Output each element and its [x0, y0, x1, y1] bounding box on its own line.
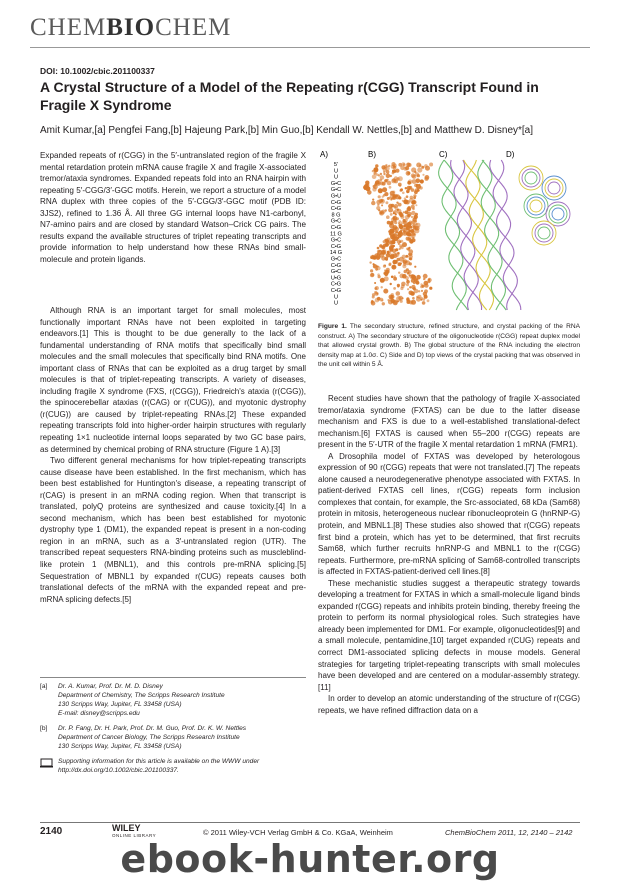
sequence-residue: 5′	[333, 162, 339, 168]
density-blob	[411, 285, 415, 289]
density-blob	[420, 180, 423, 183]
density-blob	[398, 234, 402, 238]
density-blob	[391, 204, 395, 208]
density-blob	[424, 295, 428, 299]
density-blob	[378, 195, 381, 198]
panel-label-c: C)	[439, 150, 448, 159]
density-blob	[406, 268, 409, 271]
crystal-packing-side-view	[439, 160, 521, 310]
author-list: Amit Kumar,[a] Pengfei Fang,[b] Hajeung Park,[b] Min Guo,[b] Kendall W. Nettles,[b] and Matthew D. Disney*[a]	[40, 125, 534, 136]
email-link[interactable]: E-mail: disney@scripps.edu	[58, 709, 140, 717]
density-blob	[400, 240, 403, 243]
density-blob	[373, 263, 375, 265]
density-blob	[397, 258, 400, 261]
density-blob	[378, 275, 381, 278]
density-blob	[416, 178, 421, 183]
density-blob	[410, 291, 414, 295]
density-blob	[405, 215, 410, 220]
density-blob	[409, 239, 413, 243]
paragraph: A Drosophila model of FXTAS was developed by heterologous expression of 90 r(CGG) repeats that were not translated.[7] The repeats alone caused a neurodegenerative phenotype associated with FXTAS. In patient-derived FXTAS cell lines, r(CGG) repeats form inclusion complexes that contain, for example, the Src-associated, 68 kDa (Sam68) protein in mitosis, heterogeneous nuclear ribonucleoprotein G (hnRNP-G) protein, and MBNL1.[8] These studies also showed that r(CGG) repeats first bind a protein, which has yet to be determined, that first recruits Sam68, which further recruits hnRNP-G and MBNL1 to the r(CGG) repeats. Furthermore, pre-mRNA splicing of Sam68-controlled transcripts is affected in FXTAS-patient-derived cell lines.[8]	[318, 451, 580, 577]
body-column-right	[318, 393, 580, 716]
density-blob	[406, 195, 409, 198]
abstract-text: Expanded repeats of r(CGG) in the 5′-untranslated region of the fragile X mental retardation protein mRNA cause fragile X and fragile X-associated tremor/ataxia syndromes. Expanded repeats fold into an RNA hairpin with repeating 5′-CGG/3′-GGC motifs. Herein, we report a structure of a model RNA duplex with three copies of the 5′-CGG/3′-GGC motif (PDB ID: 3JS2), refined to 1.36 Å. All three GG internal loops have N1-carbonyl, N7-amino pairs and are closed by standard Watson–Crick CG pairs. The results expand the available structures of triplet repeating transcripts and provide information to help understand how these RNAs bind small-molecule and protein ligands.	[40, 151, 306, 264]
density-blob	[390, 213, 393, 216]
density-blob	[386, 240, 389, 243]
helix-top-ring	[532, 221, 556, 245]
sequence-residue: G•C	[330, 187, 342, 194]
density-blob	[403, 163, 406, 166]
supporting-info-link[interactable]: http://dx.doi.org/10.1002/cbic.201100337.	[58, 766, 179, 774]
density-blob	[389, 197, 391, 199]
density-blob	[385, 201, 388, 204]
density-blob	[422, 174, 424, 176]
secondary-structure	[330, 162, 342, 307]
density-blob	[401, 285, 405, 289]
density-blob	[406, 280, 410, 284]
density-blob	[412, 200, 416, 204]
density-blob	[384, 165, 388, 169]
density-blob	[396, 195, 398, 197]
affiliation-a: [a] Dr. A. Kumar, Prof. Dr. M. D. Disney Department of Chemistry, The Scripps Research Institute 130 Scripps Way, Jupiter, FL 33458 (USA) E-mail: disney@scripps.edu	[40, 683, 306, 719]
density-blob	[380, 298, 384, 302]
abstract	[40, 150, 306, 265]
density-blob	[391, 276, 394, 279]
density-blob	[405, 187, 407, 189]
sequence-residue: U	[333, 168, 339, 175]
density-blob	[418, 184, 420, 186]
helix-top-ring	[538, 227, 550, 239]
density-blob	[428, 278, 430, 280]
density-blob	[397, 208, 399, 210]
paragraph: Recent studies have shown that the pathology of fragile X-associated tremor/ataxia syndrome (FXTAS) can be due to the latter disease mechanism and FXS is due to a well-established translational-defect mechanism.[6] FXTAS is caused when 55–200 r(CGG) repeats are present in the 5′-UTR of the fragile X mental retardation 1 mRNA (FMR1).	[318, 394, 580, 450]
density-blob	[398, 243, 400, 245]
density-blob	[415, 204, 417, 206]
density-blob	[381, 286, 383, 288]
density-blob	[415, 213, 418, 216]
density-blob	[391, 162, 395, 166]
density-blob	[404, 224, 407, 227]
density-blob	[416, 223, 421, 228]
density-blob	[424, 284, 428, 288]
density-blob	[424, 164, 428, 168]
density-blob	[385, 209, 387, 211]
footnote-rule	[40, 677, 306, 678]
density-blob	[424, 289, 428, 293]
density-blob	[386, 259, 388, 261]
density-blob	[393, 287, 396, 290]
density-blob	[372, 174, 377, 179]
density-blob	[389, 245, 394, 250]
sequence-residue: G•U	[330, 193, 342, 200]
helix-top-ring	[552, 208, 564, 220]
density-blob	[382, 302, 385, 305]
density-blob	[393, 216, 398, 221]
density-blob	[398, 220, 401, 223]
density-blob	[379, 210, 384, 215]
sequence-residue: C•G	[330, 262, 342, 269]
density-blob	[387, 221, 391, 225]
sequence-residue: G•C	[330, 180, 342, 187]
density-blob	[393, 300, 398, 305]
copyright: © 2011 Wiley-VCH Verlag GmbH & Co. KGaA, Weinheim	[203, 828, 393, 837]
density-blob	[399, 225, 404, 230]
density-blob	[419, 164, 422, 167]
density-blob	[429, 163, 433, 167]
density-blob	[395, 248, 398, 251]
density-blob	[429, 287, 432, 290]
density-blob	[377, 247, 380, 250]
supporting-info: Supporting information for this article is available on the WWW under http://dx.doi.org/10.1002/cbic.201100337.	[40, 758, 306, 776]
density-blob	[402, 255, 406, 259]
density-blob	[373, 167, 378, 172]
density-blob	[375, 292, 379, 296]
caption-label: Figure 1.	[318, 323, 347, 330]
density-blob	[398, 272, 400, 274]
density-blob	[401, 221, 404, 224]
sequence-residue: C•G	[330, 225, 342, 231]
sequence-residue: G•C	[330, 237, 342, 244]
citation: ChemBioChem 2011, 12, 2140 – 2142	[445, 828, 573, 837]
density-blob	[395, 213, 397, 215]
density-blob	[375, 164, 378, 167]
density-blob	[427, 299, 430, 302]
density-blob	[383, 289, 388, 294]
density-blob	[386, 173, 391, 178]
density-blob	[415, 220, 417, 222]
density-blob	[402, 192, 405, 195]
crystal-packing-top-view	[519, 166, 570, 245]
helix-top-ring	[542, 176, 566, 200]
density-blob	[382, 187, 387, 192]
density-blob	[374, 287, 377, 290]
density-blob	[369, 261, 371, 263]
density-blob	[406, 226, 410, 230]
sequence-residue: U•G	[330, 275, 342, 282]
density-blob	[381, 250, 386, 255]
watermark: ebook-hunter.org	[120, 837, 500, 881]
density-blob	[384, 269, 386, 271]
density-blob	[383, 265, 386, 268]
density-blob	[422, 301, 426, 305]
density-blob	[408, 163, 412, 167]
density-blob	[389, 233, 391, 235]
density-blob	[409, 286, 411, 288]
paragraph: In order to develop an atomic understanding of the structure of r(CGG) repeats, we have refined diffraction data on a	[318, 694, 580, 715]
density-blob	[380, 179, 382, 181]
electron-density-map	[363, 162, 433, 306]
density-blob	[371, 201, 375, 205]
helix-top-ring	[525, 172, 537, 184]
density-blob	[391, 221, 394, 224]
density-blob	[393, 234, 395, 236]
density-blob	[412, 297, 415, 300]
helix-strand	[466, 160, 490, 310]
density-blob	[402, 264, 406, 268]
density-blob	[412, 231, 416, 235]
paragraph: These mechanistic studies suggest a therapeutic strategy towards developing a treatment for FXTAS in which a small-molecule ligand binds expanded r(CGG) repeats and inhibits protein binding, thereby freeing the protein to perform its normal physiological roles. Such strategies have already been implemented for DM1. For example, oligonucleotides[9] and a small molecule, pentamidine,[10] target expanded r(CUG) repeats and correct DM1-associated splicing defects in mouse models. General strategies for targeting triplet-repeating transcripts with small molecules have been developed and are centered on a modular-assembly strategy.[11]	[318, 578, 580, 692]
sequence-residue: 14 G	[329, 250, 343, 257]
sequence-residue: U	[333, 174, 339, 181]
density-blob	[402, 200, 404, 202]
density-blob	[418, 295, 422, 299]
helix-top-ring	[519, 166, 543, 190]
density-blob	[420, 285, 423, 288]
density-blob	[382, 196, 384, 198]
density-blob	[406, 283, 409, 286]
panel-label-b: B)	[368, 150, 376, 159]
density-blob	[398, 262, 402, 266]
sequence-residue: 11 G	[330, 231, 342, 238]
sequence-residue: G•C	[330, 256, 342, 263]
density-blob	[410, 253, 412, 255]
journal-name: CHEMBIOCHEM	[30, 14, 232, 41]
density-blob	[392, 170, 395, 173]
density-blob	[378, 188, 383, 193]
density-blob	[373, 184, 378, 189]
density-blob	[394, 221, 397, 224]
density-blob	[387, 181, 392, 186]
density-blob	[364, 188, 366, 190]
density-blob	[413, 281, 416, 284]
doi[interactable]: DOI: 10.1002/cbic.201100337	[40, 66, 155, 76]
density-blob	[394, 179, 398, 183]
density-blob	[411, 216, 413, 218]
density-blob	[380, 173, 382, 175]
density-blob	[381, 204, 383, 206]
density-blob	[370, 273, 374, 277]
sequence-residue: G•C	[330, 269, 342, 276]
density-blob	[391, 265, 396, 270]
density-blob	[411, 274, 415, 278]
page-number: 2140	[40, 826, 63, 837]
density-blob	[391, 293, 394, 296]
density-blob	[390, 283, 392, 285]
density-blob	[370, 269, 373, 272]
density-blob	[400, 189, 403, 192]
figure-caption	[318, 322, 580, 370]
sequence-residue: C•G	[330, 288, 342, 294]
sequence-residue: C•G	[330, 206, 342, 213]
density-blob	[388, 208, 393, 213]
density-blob	[398, 203, 402, 207]
density-blob	[413, 194, 416, 197]
density-blob	[394, 204, 398, 208]
paragraph: Although RNA is an important target for small molecules, most functionally important RNAs have not been exploited in targeting endeavors.[1] This is thought to be due generally to the lack of a fundamental understanding of RNA motifs that specifically bind small molecules and the small molecules that specifically bind RNA motifs. One important class of RNAs that can be exploited as a drug target by small molecules is that of triplet-repeating transcripts. A variety of diseases, including fragile X syndrome (FXS, r(CGG)), Friedreich's ataxia (r(CGG)), the spinocerebellar ataxias (r(CAG) or r(CUG)), and myotonic dystrophy (r(CUG)) are caused by triplet-repeating RNAs.[2] These expanded repeating transcripts fold into higher-order hairpin structures with regularly repeating 1×1 nucleotide internal loops separated by two GC base pairs, as determined by chemical probing of RNA structure (Figure 1 A).[3]	[40, 306, 306, 454]
density-blob	[399, 185, 401, 187]
density-blob	[390, 255, 394, 259]
density-blob	[402, 274, 407, 279]
sequence-residue: 8 G	[331, 212, 341, 219]
density-blob	[393, 194, 397, 198]
density-blob	[376, 255, 381, 260]
density-blob	[398, 296, 403, 301]
density-blob	[380, 278, 385, 283]
density-blob	[407, 288, 409, 290]
density-blob	[411, 188, 415, 192]
density-blob	[412, 208, 415, 211]
panel-label-a: A)	[320, 150, 328, 159]
density-blob	[406, 189, 410, 193]
density-blob	[379, 244, 383, 248]
density-blob	[423, 274, 428, 279]
density-blob	[392, 260, 397, 265]
sequence-residue: C•G	[330, 199, 342, 206]
density-blob	[390, 299, 392, 301]
panel-label-d: D)	[506, 150, 515, 159]
density-blob	[388, 263, 391, 266]
density-blob	[386, 215, 390, 219]
density-blob	[421, 166, 424, 169]
density-blob	[409, 300, 413, 304]
density-blob	[406, 255, 409, 258]
density-blob	[417, 167, 422, 172]
density-blob	[411, 167, 416, 172]
density-blob	[411, 173, 415, 177]
density-blob	[407, 181, 411, 185]
density-blob	[396, 291, 401, 296]
helix-top-ring	[524, 194, 548, 218]
helix-top-ring	[548, 182, 560, 194]
density-blob	[398, 176, 403, 181]
sequence-residue: C•G	[330, 281, 342, 288]
density-blob	[416, 275, 421, 280]
density-blob	[403, 230, 405, 232]
header-rule	[30, 47, 590, 48]
density-blob	[395, 253, 400, 258]
density-blob	[403, 211, 405, 213]
density-blob	[420, 283, 422, 285]
density-blob	[404, 167, 408, 171]
density-blob	[364, 184, 369, 189]
density-blob	[398, 163, 402, 167]
density-blob	[407, 207, 412, 212]
density-blob	[376, 206, 380, 210]
sequence-residue: U	[333, 294, 339, 301]
affiliation-b: [b] Dr. P. Fang, Dr. H. Park, Prof. Dr. M. Guo, Prof. Dr. K. W. Nettles Department of Cancer Biology, The Scripps Research Institute 130 Scripps Way, Jupiter, FL 33458 (USA)	[40, 725, 247, 750]
density-blob	[390, 229, 394, 233]
sequence-residue: C•G	[330, 243, 342, 250]
density-blob	[375, 268, 378, 271]
density-blob	[372, 199, 374, 201]
density-blob	[424, 177, 428, 181]
sequence-residue: U	[333, 300, 339, 307]
density-blob	[383, 244, 386, 247]
sequence-residue: G•C	[330, 218, 342, 225]
density-blob	[393, 277, 397, 281]
density-blob	[389, 186, 392, 189]
density-blob	[404, 197, 406, 199]
density-blob	[407, 172, 410, 175]
density-blob	[374, 282, 376, 284]
caption-text: The secondary structure, refined structure, and crystal packing of the RNA construct. A) The secondary structure of the oligonucleotide r(CGG) repeat duplex model that allowed crystal growth. B) The global structure of the RNA including the electron density map at 1.0σ. C) Side and D) top views of the crystal packing that was observed in the unit cell within 5 Å.	[318, 323, 581, 368]
density-blob	[367, 190, 372, 195]
density-blob	[380, 199, 385, 204]
figure-1	[316, 148, 578, 313]
density-blob	[414, 266, 416, 268]
density-blob	[421, 290, 423, 292]
publisher-logo: WILEY ONLINE LIBRARY	[112, 823, 157, 838]
helix-top-ring	[530, 200, 542, 212]
density-blob	[371, 301, 374, 304]
supporting-info-icon	[40, 758, 53, 772]
article-title: A Crystal Structure of a Model of the Repeating r(CGG) Transcript Found in Fragile X Syndrome	[40, 79, 539, 113]
density-blob	[371, 255, 375, 259]
helix-strand	[439, 160, 468, 310]
density-blob	[397, 285, 399, 287]
density-blob	[406, 248, 409, 251]
density-blob	[379, 181, 383, 185]
density-blob	[406, 237, 410, 241]
body-column-left	[40, 305, 306, 605]
density-blob	[399, 248, 401, 250]
paragraph: Two different general mechanisms for how triplet-repeating transcripts cause disease have been established. In the first mechanism, which has been best established for Huntington's disease, a repeating transcript of r(CAG) is present in an mRNA coding region. When that transcript is translated, polyQ proteins are synthesized and cause toxicity.[4] In a second mechanism, which has been best established for myotonic dystrophy type 1 (DM1), the expanded repeat is present in a non-coding region in an mRNA, such as a 3′-untranslated region (UTR). The transcribed repeat sequesters RNA-binding proteins such as muscleblind-like protein 1 (MBNL1), and this controls pre-mRNA splicing.[5] Sequestration of MBNL1 by expanded r(CUG) repeats causes both translational defects of the mRNA with the expanded repeat and pre-mRNA splicing defects.[5]	[40, 456, 306, 604]
